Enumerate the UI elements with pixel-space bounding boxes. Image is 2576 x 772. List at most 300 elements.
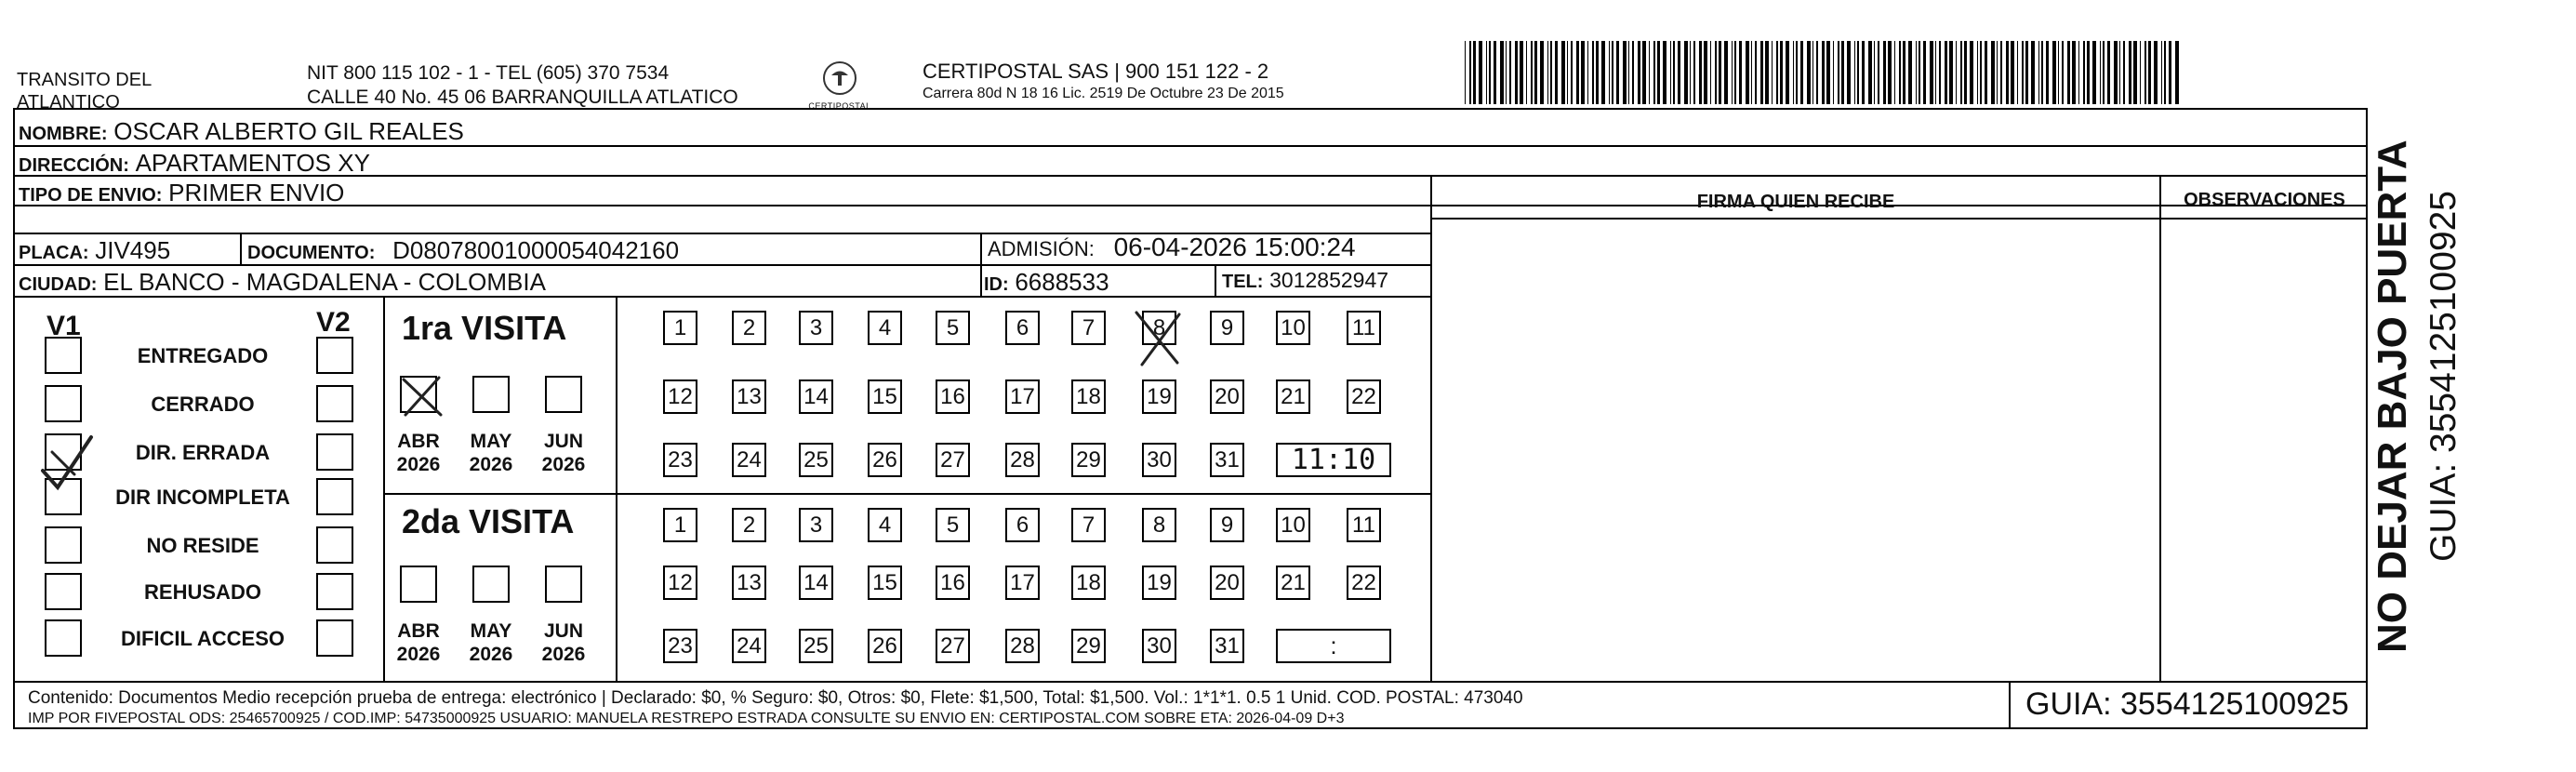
divider xyxy=(1432,218,2368,220)
barcode-bar xyxy=(1847,41,1851,104)
barcode-bar xyxy=(1657,41,1660,104)
barcode-bar xyxy=(1486,41,1487,104)
barcode-bar xyxy=(2148,41,2151,104)
barcode-bar xyxy=(1710,41,1711,104)
barcode-bar xyxy=(1715,41,1717,104)
barcode-bar xyxy=(1945,41,1947,104)
visit1-day-12[interactable]: 12 xyxy=(663,379,697,414)
barcode-bar xyxy=(1628,41,1629,104)
visit1-day-25[interactable]: 25 xyxy=(799,443,833,477)
barcode-bar xyxy=(1550,41,1552,104)
v2-checkbox-6[interactable] xyxy=(316,619,353,657)
barcode-bar xyxy=(1526,41,1527,104)
barcode-bar xyxy=(1949,41,1953,104)
barcode-bar xyxy=(1786,41,1789,104)
barcode-bar xyxy=(1960,41,1962,104)
visit1-day-29[interactable]: 29 xyxy=(1071,443,1106,477)
barcode-bar xyxy=(1534,41,1537,104)
send-type: PRIMER ENVIO xyxy=(168,179,345,206)
barcode-bar xyxy=(1816,41,1818,104)
visit1-month-label xyxy=(530,430,597,476)
visit2-day-13[interactable]: 13 xyxy=(732,566,766,600)
visit1-day-19[interactable]: 19 xyxy=(1142,379,1176,414)
barcode-bar xyxy=(2154,41,2158,104)
barcode-bar xyxy=(1567,41,1568,104)
visit2-day-8[interactable]: 8 xyxy=(1142,508,1176,542)
visit1-day-28[interactable]: 28 xyxy=(1005,443,1040,477)
barcode-bar xyxy=(1970,41,1973,104)
month-year: 2026 xyxy=(541,644,586,665)
visit2-day-30[interactable]: 30 xyxy=(1142,629,1176,663)
barcode-bar xyxy=(1977,41,1978,104)
visit2-day-3[interactable]: 3 xyxy=(799,508,833,542)
barcode xyxy=(1465,41,2190,104)
city-row xyxy=(19,268,546,297)
side-warning: NO DEJAR BAJO PUERTA xyxy=(2370,140,2415,653)
barcode-bar xyxy=(1734,41,1736,104)
visit1-day-8[interactable]: 8 xyxy=(1142,311,1176,345)
visit1-day-3[interactable]: 3 xyxy=(799,311,833,345)
barcode-bar xyxy=(1587,41,1588,104)
barcode-bar xyxy=(2103,41,2105,104)
barcode-bar xyxy=(1670,41,1671,104)
barcode-bar xyxy=(1561,41,1565,104)
barcode-bar xyxy=(1555,41,1558,104)
barcode-bar xyxy=(1649,41,1650,104)
barcode-bar xyxy=(1935,41,1936,104)
barcode-bar xyxy=(1601,41,1605,104)
certipostal-logo xyxy=(807,60,872,111)
visit2-day-22[interactable]: 22 xyxy=(1347,566,1381,600)
visit2-day-21[interactable]: 21 xyxy=(1276,566,1310,600)
visit1-day-26[interactable]: 26 xyxy=(868,443,902,477)
barcode-bar xyxy=(2006,41,2009,104)
visit1-day-23[interactable]: 23 xyxy=(663,443,697,477)
visit1-day-22[interactable]: 22 xyxy=(1347,379,1381,414)
barcode-bar xyxy=(2092,41,2096,104)
barcode-bar xyxy=(1609,41,1610,104)
id-value: 6688533 xyxy=(1015,268,1109,296)
divider xyxy=(980,233,982,296)
content-line: Contenido: Documentos Medio recepción prueba de entrega: electrónico | Declarado: $0, % Seguro: $0, Otros: $0, Flete: $1,500, Total: $1,500. Vol.: 1*1*1. 0.5 1 Unid. COD. POSTAL: 473040 xyxy=(28,688,1523,708)
month-name: ABR xyxy=(397,431,440,452)
barcode-bar xyxy=(1704,41,1707,104)
barcode-bar xyxy=(1862,41,1865,104)
id-row xyxy=(984,268,1109,297)
barcode-bar xyxy=(1494,41,1496,104)
barcode-bar xyxy=(1616,41,1619,104)
barcode-bar xyxy=(1883,41,1886,104)
visit1-day-20[interactable]: 20 xyxy=(1210,379,1244,414)
visit1-day-24[interactable]: 24 xyxy=(732,443,766,477)
barcode-bar xyxy=(1465,41,1466,104)
visit1-month-box-2[interactable] xyxy=(545,376,582,413)
visit2-day-1[interactable]: 1 xyxy=(663,508,697,542)
barcode-bar xyxy=(2119,41,2120,104)
barcode-bar xyxy=(1699,41,1702,104)
barcode-bar xyxy=(1506,41,1507,104)
barcode-bar xyxy=(1772,41,1773,104)
v1-checkmark xyxy=(37,433,95,493)
tel-label: TEL: xyxy=(1222,272,1264,292)
visit2-day-10[interactable]: 10 xyxy=(1276,508,1310,542)
barcode-bar xyxy=(1822,41,1825,104)
visit1-month-label xyxy=(458,430,524,476)
side-guia: GUIA: 3554125100925 xyxy=(2423,191,2463,562)
admission-row xyxy=(988,233,1356,262)
barcode-bar xyxy=(1469,41,1471,104)
visit2-month-label xyxy=(530,619,597,666)
status-label: CERRADO xyxy=(151,393,255,416)
visit2-day-28[interactable]: 28 xyxy=(1005,629,1040,663)
barcode-bar xyxy=(1653,41,1655,104)
city-label: CIUDAD: xyxy=(19,274,98,295)
barcode-bar xyxy=(2017,41,2018,104)
plate: JIV495 xyxy=(95,236,171,264)
visit2-month-label xyxy=(385,619,452,666)
barcode-bar xyxy=(1642,41,1646,104)
visit2-month-box-0[interactable] xyxy=(400,566,437,603)
visit2-day-7[interactable]: 7 xyxy=(1071,508,1106,542)
barcode-bar xyxy=(2129,41,2131,104)
visit1-day-11[interactable]: 11 xyxy=(1347,311,1381,345)
status-label: DIR. ERRADA xyxy=(135,441,271,464)
visit2-day-27[interactable]: 27 xyxy=(936,629,970,663)
visit2-day-31[interactable]: 31 xyxy=(1210,629,1244,663)
month-name: MAY xyxy=(470,620,512,642)
visit1-day-13[interactable]: 13 xyxy=(732,379,766,414)
visit2-day-5[interactable]: 5 xyxy=(936,508,970,542)
barcode-bar xyxy=(1576,41,1579,104)
visit1-day-15[interactable]: 15 xyxy=(868,379,902,414)
barcode-bar xyxy=(1724,41,1728,104)
visit1-day-4[interactable]: 4 xyxy=(868,311,902,345)
v2-checkbox-5[interactable] xyxy=(316,573,353,610)
barcode-bar xyxy=(1956,41,1957,104)
divider xyxy=(2009,681,2011,729)
v1-checkbox-1[interactable] xyxy=(45,385,82,422)
status-label: DIFICIL ACCESO xyxy=(120,627,285,650)
plate-row xyxy=(19,236,170,265)
visit2-day-25[interactable]: 25 xyxy=(799,629,833,663)
visit1-day-1[interactable]: 1 xyxy=(663,311,697,345)
print-line: IMP POR FIVEPOSTAL ODS: 25465700925 / COD.IMP: 54735000925 USUARIO: MANUELA RESTREPO ESTRADA CONSULTE SU ENVIO EN: CERTIPOSTAL.COM SOBRE ETA: 2026-04-09 D+3 xyxy=(28,711,1345,726)
visit1-day-18[interactable]: 18 xyxy=(1071,379,1106,414)
month-year: 2026 xyxy=(396,644,441,665)
barcode-bar xyxy=(2133,41,2137,104)
barcode-bar xyxy=(1991,41,1995,104)
send-type-label: TIPO DE ENVIO: xyxy=(19,185,163,206)
visit2-month-box-2[interactable] xyxy=(545,566,582,603)
visit1-day-27[interactable]: 27 xyxy=(936,443,970,477)
observations-header: OBSERVACIONES xyxy=(2184,190,2345,210)
barcode-bar xyxy=(2083,41,2085,104)
barcode-bar xyxy=(1760,41,1763,104)
visit1-day-16[interactable]: 16 xyxy=(936,379,970,414)
barcode-bar xyxy=(1540,41,1544,104)
barcode-bar xyxy=(1581,41,1585,104)
barcode-bar xyxy=(1547,41,1548,104)
visit2-day-29[interactable]: 29 xyxy=(1071,629,1106,663)
month-year: 2026 xyxy=(541,454,586,475)
barcode-bar xyxy=(1473,41,1476,104)
barcode-bar xyxy=(1930,41,1933,104)
visit1-day-10[interactable]: 10 xyxy=(1276,311,1310,345)
barcode-bar xyxy=(1489,41,1491,104)
visit1-day-31[interactable]: 31 xyxy=(1210,443,1244,477)
barcode-bar xyxy=(1841,41,1844,104)
recipient-name: OSCAR ALBERTO GIL REALES xyxy=(113,117,464,145)
barcode-bar xyxy=(1793,41,1794,104)
divider xyxy=(1430,175,1432,683)
v2-checkbox-0[interactable] xyxy=(316,337,353,374)
barcode-bar xyxy=(2140,41,2141,104)
v2-checkbox-4[interactable] xyxy=(316,526,353,564)
barcode-bar xyxy=(2161,41,2162,104)
divider xyxy=(240,233,242,266)
address-row xyxy=(19,149,370,178)
v1-checkbox-5[interactable] xyxy=(45,573,82,610)
company-address: Carrera 80d N 18 16 Lic. 2519 De Octubre 23 De 2015 xyxy=(923,86,1284,101)
barcode-bar xyxy=(2107,41,2110,104)
month-year: 2026 xyxy=(469,454,513,475)
barcode-bar xyxy=(2144,41,2146,104)
visit1-day-9[interactable]: 9 xyxy=(1210,311,1244,345)
barcode-bar xyxy=(2123,41,2125,104)
name-label: NOMBRE: xyxy=(19,124,108,144)
barcode-bar xyxy=(2058,41,2059,104)
status-label: NO RESIDE xyxy=(146,534,259,557)
barcode-bar xyxy=(1592,41,1594,104)
visit1-title: 1ra VISITA xyxy=(402,309,567,347)
barcode-bar xyxy=(2072,41,2076,104)
barcode-bar xyxy=(2052,41,2056,104)
barcode-bar xyxy=(1908,41,1912,104)
visit1-day-30[interactable]: 30 xyxy=(1142,443,1176,477)
barcode-bar xyxy=(1732,41,1733,104)
address-label: DIRECCIÓN: xyxy=(19,155,129,176)
v1-checkbox-6[interactable] xyxy=(45,619,82,657)
barcode-bar xyxy=(1632,41,1634,104)
visit2-day-26[interactable]: 26 xyxy=(868,629,902,663)
sender-address-line: CALLE 40 No. 45 06 BARRANQUILLA ATLATICO xyxy=(307,87,738,108)
divider xyxy=(616,296,617,683)
barcode-bar xyxy=(1826,41,1830,104)
barcode-bar xyxy=(1854,41,1855,104)
day-checkmark xyxy=(1131,307,1183,368)
visit2-day-9[interactable]: 9 xyxy=(1210,508,1244,542)
barcode-bar xyxy=(1596,41,1599,104)
tel-value: 3012852947 xyxy=(1269,268,1389,292)
barcode-bar xyxy=(1780,41,1783,104)
barcode-bar xyxy=(1812,41,1813,104)
barcode-bar xyxy=(1878,41,1879,104)
barcode-bar xyxy=(1939,41,1941,104)
barcode-bar xyxy=(1765,41,1769,104)
admission-label: ADMISIÓN: xyxy=(988,237,1095,260)
barcode-bar xyxy=(1903,41,1905,104)
visit1-day-5[interactable]: 5 xyxy=(936,311,970,345)
barcode-bar xyxy=(2046,41,2049,104)
v2-checkbox-3[interactable] xyxy=(316,478,353,515)
visit2-day-14[interactable]: 14 xyxy=(799,566,833,600)
visit2-day-17[interactable]: 17 xyxy=(1005,566,1040,600)
visit2-day-19[interactable]: 19 xyxy=(1142,566,1176,600)
barcode-bar xyxy=(1751,41,1752,104)
barcode-bar xyxy=(1919,41,1920,104)
barcode-bar xyxy=(1479,41,1482,104)
barcode-bar xyxy=(1571,41,1573,104)
barcode-bar xyxy=(2038,41,2039,104)
barcode-bar xyxy=(2175,41,2179,104)
visit1-day-17[interactable]: 17 xyxy=(1005,379,1040,414)
visit2-day-18[interactable]: 18 xyxy=(1071,566,1106,600)
status-label: DIR INCOMPLETA xyxy=(115,486,290,509)
v2-header: V2 xyxy=(316,307,351,338)
barcode-bar xyxy=(2114,41,2118,104)
v2-checkbox-2[interactable] xyxy=(316,433,353,471)
visit2-day-12[interactable]: 12 xyxy=(663,566,697,600)
visit2-time-box[interactable]: : xyxy=(1276,629,1391,663)
visit2-month-box-1[interactable] xyxy=(472,566,510,603)
barcode-bar xyxy=(1868,41,1872,104)
barcode-bar xyxy=(1693,41,1695,104)
visit2-day-4[interactable]: 4 xyxy=(868,508,902,542)
barcode-bar xyxy=(2031,41,2035,104)
barcode-bar xyxy=(1520,41,1523,104)
barcode-bar xyxy=(1509,41,1511,104)
barcode-bar xyxy=(1874,41,1875,104)
send-type-row xyxy=(19,179,344,207)
month-name: ABR xyxy=(397,620,440,642)
sender-name: TRANSITO DEL ATLANTICO xyxy=(17,70,153,113)
visit2-month-label xyxy=(458,619,524,666)
barcode-bar xyxy=(1638,41,1640,104)
visit2-day-15[interactable]: 15 xyxy=(868,566,902,600)
visit1-day-2[interactable]: 2 xyxy=(732,311,766,345)
company-line: CERTIPOSTAL SAS | 900 151 122 - 2 xyxy=(923,60,1269,83)
barcode-bar xyxy=(1739,41,1742,104)
footer-guia: GUIA: 3554125100925 xyxy=(2025,686,2349,722)
visit2-day-24[interactable]: 24 xyxy=(732,629,766,663)
document-label: DOCUMENTO: xyxy=(247,243,376,263)
month-checkmark xyxy=(398,372,446,420)
visit1-day-6[interactable]: 6 xyxy=(1005,311,1040,345)
divider xyxy=(13,681,2368,683)
barcode-bar xyxy=(1997,41,1998,104)
barcode-bar xyxy=(2022,41,2024,104)
visit2-day-2[interactable]: 2 xyxy=(732,508,766,542)
barcode-bar xyxy=(1690,41,1691,104)
barcode-bar xyxy=(1916,41,1917,104)
month-name: JUN xyxy=(543,431,583,452)
v1-checkbox-0[interactable] xyxy=(45,337,82,374)
v1-header: V1 xyxy=(46,311,81,341)
logo-text: CERTIPOSTAL xyxy=(808,101,871,111)
visit1-day-7[interactable]: 7 xyxy=(1071,311,1106,345)
nit-line: NIT 800 115 102 - 1 - TEL (605) 370 7534 xyxy=(307,62,670,84)
visit1-day-21[interactable]: 21 xyxy=(1276,379,1310,414)
barcode-bar xyxy=(1857,41,1859,104)
barcode-bar xyxy=(1899,41,1901,104)
barcode-bar xyxy=(1800,41,1803,104)
visit2-title: 2da VISITA xyxy=(402,502,575,540)
barcode-bar xyxy=(1807,41,1811,104)
visit1-day-14[interactable]: 14 xyxy=(799,379,833,414)
status-label: ENTREGADO xyxy=(137,344,269,367)
admission-date: 06-04-2026 15:00:24 xyxy=(1113,233,1356,261)
barcode-bar xyxy=(2025,41,2028,104)
barcode-bar xyxy=(1515,41,1518,104)
barcode-bar xyxy=(2100,41,2101,104)
barcode-bar xyxy=(1678,41,1680,104)
visit2-day-6[interactable]: 6 xyxy=(1005,508,1040,542)
month-year: 2026 xyxy=(469,644,513,665)
barcode-bar xyxy=(2087,41,2090,104)
month-year: 2026 xyxy=(396,454,441,475)
divider xyxy=(13,264,1432,266)
visit2-day-20[interactable]: 20 xyxy=(1210,566,1244,600)
visit2-day-11[interactable]: 11 xyxy=(1347,508,1381,542)
barcode-bar xyxy=(1663,41,1666,104)
barcode-bar xyxy=(1833,41,1834,104)
barcode-bar xyxy=(2067,41,2070,104)
barcode-bar xyxy=(2062,41,2064,104)
barcode-bar xyxy=(1888,41,1892,104)
barcode-bar xyxy=(1776,41,1778,104)
plate-label: PLACA: xyxy=(19,243,89,263)
visit1-month-label xyxy=(385,430,452,476)
barcode-bar xyxy=(2011,41,2014,104)
barcode-bar xyxy=(1684,41,1688,104)
visit1-time-box[interactable]: 11:10 xyxy=(1276,443,1391,477)
signature-header: FIRMA QUIEN RECIBE xyxy=(1696,192,1895,212)
barcode-bar xyxy=(1980,41,1982,104)
visit2-day-16[interactable]: 16 xyxy=(936,566,970,600)
status-label: REHUSADO xyxy=(144,580,261,604)
visit1-month-box-1[interactable] xyxy=(472,376,510,413)
divider xyxy=(2159,175,2161,683)
month-name: MAY xyxy=(470,431,512,452)
barcode-bar xyxy=(2078,41,2079,104)
id-label: ID: xyxy=(984,274,1009,295)
v1-checkbox-4[interactable] xyxy=(45,526,82,564)
barcode-bar xyxy=(1755,41,1757,104)
recipient-address: APARTAMENTOS XY xyxy=(135,149,370,177)
city: EL BANCO - MAGDALENA - COLOMBIA xyxy=(103,268,546,296)
divider xyxy=(1215,264,1216,296)
barcode-bar xyxy=(2000,41,2002,104)
barcode-bar xyxy=(1746,41,1749,104)
barcode-bar xyxy=(1719,41,1721,104)
barcode-bar xyxy=(1964,41,1967,104)
name-row xyxy=(19,117,464,146)
logo-icon xyxy=(821,60,858,97)
barcode-bar xyxy=(1612,41,1613,104)
visit2-day-23[interactable]: 23 xyxy=(663,629,697,663)
barcode-bar xyxy=(1623,41,1627,104)
v2-checkbox-1[interactable] xyxy=(316,385,353,422)
barcode-bar xyxy=(1894,41,1895,104)
document: D08078001000054042160 xyxy=(392,236,680,264)
barcode-bar xyxy=(1985,41,1987,104)
tel-row xyxy=(1222,268,1388,294)
barcode-bar xyxy=(1500,41,1504,104)
month-name: JUN xyxy=(543,620,583,642)
barcode-bar xyxy=(2169,41,2171,104)
barcode-bar xyxy=(2164,41,2166,104)
barcode-bar xyxy=(1796,41,1798,104)
